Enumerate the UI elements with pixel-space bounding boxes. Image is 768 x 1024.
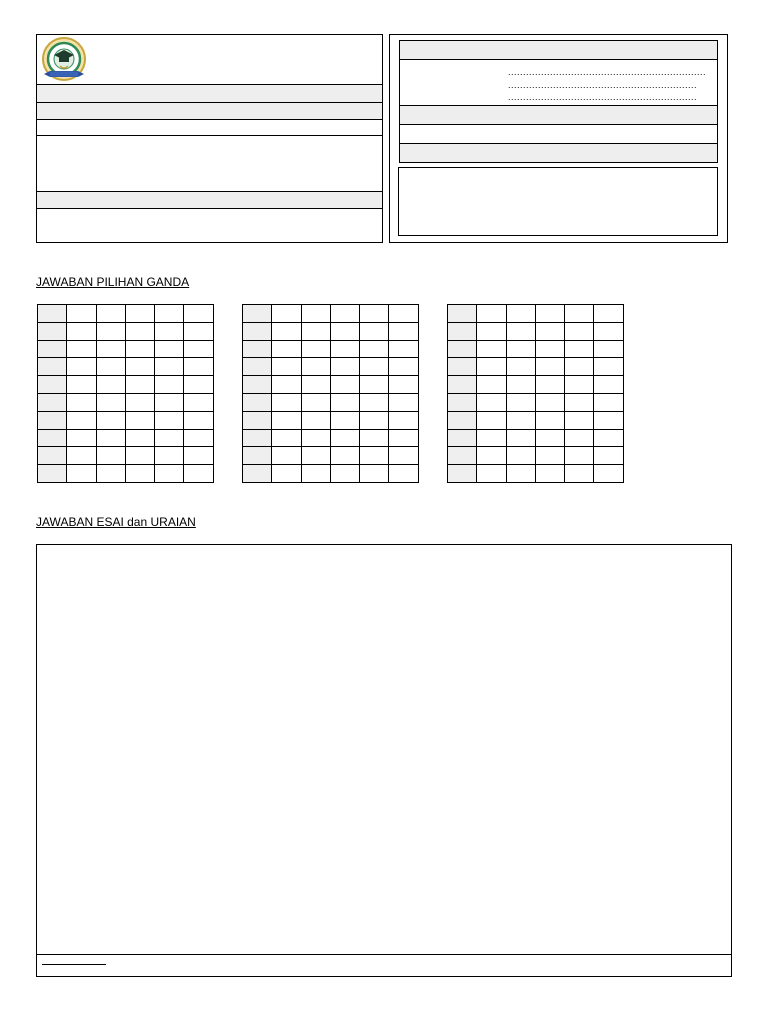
answer-row bbox=[38, 429, 214, 447]
question-number-cell bbox=[448, 429, 477, 447]
question-number-cell bbox=[38, 358, 67, 376]
answer-option-cell[interactable] bbox=[360, 411, 389, 429]
answer-option-cell[interactable] bbox=[535, 429, 564, 447]
answer-row bbox=[243, 393, 419, 411]
answer-option-cell[interactable] bbox=[565, 305, 594, 323]
answer-option-cell[interactable] bbox=[272, 358, 301, 376]
answer-grid-3 bbox=[447, 304, 624, 483]
question-number-cell bbox=[243, 429, 272, 447]
answer-option-cell[interactable] bbox=[535, 447, 564, 465]
answer-option-cell[interactable] bbox=[477, 376, 506, 394]
answer-option-cell[interactable] bbox=[301, 340, 330, 358]
answer-option-cell[interactable] bbox=[155, 376, 184, 394]
answer-option-cell[interactable] bbox=[184, 393, 213, 411]
identity-field-class bbox=[37, 103, 382, 119]
answer-option-cell[interactable] bbox=[155, 465, 184, 483]
answer-row bbox=[38, 322, 214, 340]
answer-row bbox=[243, 411, 419, 429]
answer-option-cell[interactable] bbox=[301, 447, 330, 465]
answer-row bbox=[243, 465, 419, 483]
answer-row bbox=[448, 340, 624, 358]
answer-option-cell[interactable] bbox=[96, 411, 125, 429]
answer-option-cell[interactable] bbox=[477, 322, 506, 340]
answer-option-cell[interactable] bbox=[360, 393, 389, 411]
identity-rule bbox=[36, 208, 383, 209]
answer-row bbox=[448, 429, 624, 447]
answer-option-cell[interactable] bbox=[565, 465, 594, 483]
essay-answer-area[interactable] bbox=[36, 544, 732, 977]
answer-option-cell[interactable] bbox=[360, 447, 389, 465]
question-number-cell bbox=[448, 393, 477, 411]
exam-info-rule bbox=[399, 124, 718, 125]
answer-row bbox=[38, 376, 214, 394]
answer-option-cell[interactable] bbox=[565, 393, 594, 411]
answer-row bbox=[448, 447, 624, 465]
question-number-cell bbox=[243, 322, 272, 340]
answer-row bbox=[243, 447, 419, 465]
answer-option-cell[interactable] bbox=[272, 447, 301, 465]
answer-option-cell[interactable] bbox=[184, 305, 213, 323]
answer-option-cell[interactable] bbox=[535, 376, 564, 394]
exam-info-row bbox=[400, 106, 717, 124]
answer-option-cell[interactable] bbox=[125, 340, 154, 358]
answer-option-cell[interactable] bbox=[184, 358, 213, 376]
answer-option-cell[interactable] bbox=[594, 465, 623, 483]
answer-option-cell[interactable] bbox=[301, 429, 330, 447]
answer-option-cell[interactable] bbox=[477, 305, 506, 323]
answer-option-cell[interactable] bbox=[594, 447, 623, 465]
answer-option-cell[interactable] bbox=[96, 305, 125, 323]
answer-row bbox=[38, 447, 214, 465]
answer-option-cell[interactable] bbox=[477, 393, 506, 411]
dotted-line: ............................................................... bbox=[508, 92, 698, 102]
answer-option-cell[interactable] bbox=[301, 358, 330, 376]
answer-option-cell[interactable] bbox=[594, 305, 623, 323]
answer-row bbox=[38, 305, 214, 323]
answer-option-cell[interactable] bbox=[565, 358, 594, 376]
answer-row bbox=[38, 393, 214, 411]
answer-row bbox=[38, 340, 214, 358]
answer-option-cell[interactable] bbox=[330, 358, 359, 376]
answer-option-cell[interactable] bbox=[96, 447, 125, 465]
answer-option-cell[interactable] bbox=[184, 376, 213, 394]
answer-option-cell[interactable] bbox=[506, 322, 535, 340]
answer-option-cell[interactable] bbox=[535, 465, 564, 483]
identity-rule bbox=[36, 135, 383, 136]
question-number-cell bbox=[243, 340, 272, 358]
question-number-cell bbox=[448, 376, 477, 394]
answer-row bbox=[38, 358, 214, 376]
question-number-cell bbox=[243, 411, 272, 429]
essay-footer-rule bbox=[36, 954, 732, 955]
question-number-cell bbox=[448, 465, 477, 483]
dotted-line: ............................................................... bbox=[508, 80, 698, 90]
answer-row bbox=[448, 358, 624, 376]
question-number-cell bbox=[38, 447, 67, 465]
answer-option-cell[interactable] bbox=[330, 429, 359, 447]
answer-option-cell[interactable] bbox=[594, 429, 623, 447]
answer-option-cell[interactable] bbox=[506, 447, 535, 465]
answer-row bbox=[448, 411, 624, 429]
answer-option-cell[interactable] bbox=[330, 447, 359, 465]
answer-option-cell[interactable] bbox=[477, 447, 506, 465]
answer-option-cell[interactable] bbox=[506, 358, 535, 376]
answer-option-cell[interactable] bbox=[594, 411, 623, 429]
question-number-cell bbox=[448, 305, 477, 323]
answer-option-cell[interactable] bbox=[67, 411, 96, 429]
answer-option-cell[interactable] bbox=[594, 322, 623, 340]
answer-option-cell[interactable] bbox=[96, 340, 125, 358]
answer-option-cell[interactable] bbox=[155, 411, 184, 429]
question-number-cell bbox=[448, 322, 477, 340]
answer-option-cell[interactable] bbox=[360, 305, 389, 323]
answer-option-cell[interactable] bbox=[96, 393, 125, 411]
answer-option-cell[interactable] bbox=[389, 340, 418, 358]
answer-row bbox=[448, 305, 624, 323]
answer-option-cell[interactable] bbox=[272, 465, 301, 483]
answer-option-cell[interactable] bbox=[330, 322, 359, 340]
answer-option-cell[interactable] bbox=[535, 411, 564, 429]
question-number-cell bbox=[243, 305, 272, 323]
answer-option-cell[interactable] bbox=[360, 358, 389, 376]
answer-option-cell[interactable] bbox=[506, 411, 535, 429]
answer-option-cell[interactable] bbox=[67, 429, 96, 447]
answer-option-cell[interactable] bbox=[125, 358, 154, 376]
answer-option-cell[interactable] bbox=[477, 358, 506, 376]
answer-option-cell[interactable] bbox=[330, 393, 359, 411]
answer-option-cell[interactable] bbox=[330, 376, 359, 394]
identity-field-subject bbox=[37, 192, 382, 208]
answer-option-cell[interactable] bbox=[301, 411, 330, 429]
answer-option-cell[interactable] bbox=[272, 429, 301, 447]
answer-option-cell[interactable] bbox=[301, 393, 330, 411]
answer-option-cell[interactable] bbox=[125, 305, 154, 323]
answer-option-cell[interactable] bbox=[125, 465, 154, 483]
identity-rule bbox=[36, 119, 383, 120]
answer-option-cell[interactable] bbox=[389, 465, 418, 483]
answer-option-cell[interactable] bbox=[535, 358, 564, 376]
answer-option-cell[interactable] bbox=[360, 429, 389, 447]
answer-option-cell[interactable] bbox=[272, 340, 301, 358]
answer-option-cell[interactable] bbox=[360, 340, 389, 358]
answer-option-cell[interactable] bbox=[67, 376, 96, 394]
answer-option-cell[interactable] bbox=[535, 322, 564, 340]
answer-option-cell[interactable] bbox=[535, 340, 564, 358]
answer-option-cell[interactable] bbox=[155, 429, 184, 447]
answer-grid-1 bbox=[37, 304, 214, 483]
question-number-cell bbox=[243, 358, 272, 376]
identity-panel bbox=[36, 34, 383, 243]
answer-option-cell[interactable] bbox=[565, 340, 594, 358]
exam-info-row bbox=[400, 144, 717, 162]
answer-row bbox=[243, 429, 419, 447]
answer-option-cell[interactable] bbox=[301, 376, 330, 394]
answer-option-cell[interactable] bbox=[67, 465, 96, 483]
answer-option-cell[interactable] bbox=[301, 465, 330, 483]
answer-option-cell[interactable] bbox=[389, 376, 418, 394]
answer-option-cell[interactable] bbox=[330, 411, 359, 429]
exam-info-header-row bbox=[400, 41, 717, 59]
answer-option-cell[interactable] bbox=[506, 429, 535, 447]
answer-option-cell[interactable] bbox=[96, 376, 125, 394]
answer-option-cell[interactable] bbox=[506, 376, 535, 394]
question-number-cell bbox=[38, 340, 67, 358]
answer-option-cell[interactable] bbox=[506, 465, 535, 483]
answer-option-cell[interactable] bbox=[67, 322, 96, 340]
answer-row bbox=[38, 411, 214, 429]
answer-option-cell[interactable] bbox=[506, 305, 535, 323]
answer-option-cell[interactable] bbox=[565, 376, 594, 394]
answer-option-cell[interactable] bbox=[477, 465, 506, 483]
question-number-cell bbox=[448, 411, 477, 429]
answer-option-cell[interactable] bbox=[360, 465, 389, 483]
answer-option-cell[interactable] bbox=[594, 358, 623, 376]
question-number-cell bbox=[38, 322, 67, 340]
question-number-cell bbox=[38, 429, 67, 447]
answer-option-cell[interactable] bbox=[67, 305, 96, 323]
answer-option-cell[interactable] bbox=[155, 447, 184, 465]
answer-option-cell[interactable] bbox=[330, 340, 359, 358]
answer-option-cell[interactable] bbox=[565, 411, 594, 429]
answer-option-cell[interactable] bbox=[330, 305, 359, 323]
answer-option-cell[interactable] bbox=[125, 447, 154, 465]
question-number-cell bbox=[38, 376, 67, 394]
score-box bbox=[398, 167, 718, 236]
answer-option-cell[interactable] bbox=[184, 429, 213, 447]
answer-option-cell[interactable] bbox=[272, 393, 301, 411]
answer-option-cell[interactable] bbox=[155, 305, 184, 323]
answer-row bbox=[448, 322, 624, 340]
answer-option-cell[interactable] bbox=[506, 340, 535, 358]
answer-option-cell[interactable] bbox=[389, 358, 418, 376]
question-number-cell bbox=[243, 393, 272, 411]
answer-option-cell[interactable] bbox=[272, 376, 301, 394]
question-number-cell bbox=[448, 447, 477, 465]
answer-option-cell[interactable] bbox=[477, 411, 506, 429]
exam-info-rule bbox=[399, 59, 718, 60]
identity-field-name bbox=[37, 85, 382, 102]
answer-option-cell[interactable] bbox=[125, 411, 154, 429]
answer-row bbox=[243, 358, 419, 376]
answer-option-cell[interactable] bbox=[155, 322, 184, 340]
answer-option-cell[interactable] bbox=[67, 447, 96, 465]
question-number-cell bbox=[448, 340, 477, 358]
multiple-choice-heading: JAWABAN PILIHAN GANDA bbox=[36, 275, 190, 289]
answer-option-cell[interactable] bbox=[96, 429, 125, 447]
answer-option-cell[interactable] bbox=[125, 322, 154, 340]
answer-option-cell[interactable] bbox=[96, 358, 125, 376]
answer-option-cell[interactable] bbox=[389, 447, 418, 465]
answer-option-cell[interactable] bbox=[565, 429, 594, 447]
answer-option-cell[interactable] bbox=[67, 393, 96, 411]
answer-option-cell[interactable] bbox=[477, 429, 506, 447]
answer-option-cell[interactable] bbox=[184, 340, 213, 358]
dotted-line: .................................................................. bbox=[508, 67, 707, 77]
answer-grid-2 bbox=[242, 304, 419, 483]
question-number-cell bbox=[38, 465, 67, 483]
answer-option-cell[interactable] bbox=[96, 322, 125, 340]
answer-option-cell[interactable] bbox=[125, 376, 154, 394]
answer-option-cell[interactable] bbox=[506, 393, 535, 411]
question-number-cell bbox=[38, 305, 67, 323]
question-number-cell bbox=[38, 411, 67, 429]
answer-option-cell[interactable] bbox=[301, 322, 330, 340]
answer-option-cell[interactable] bbox=[389, 322, 418, 340]
answer-row bbox=[38, 465, 214, 483]
answer-option-cell[interactable] bbox=[155, 358, 184, 376]
answer-option-cell[interactable] bbox=[125, 429, 154, 447]
answer-option-cell[interactable] bbox=[594, 376, 623, 394]
answer-option-cell[interactable] bbox=[272, 322, 301, 340]
answer-row bbox=[243, 322, 419, 340]
answer-option-cell[interactable] bbox=[67, 340, 96, 358]
answer-option-cell[interactable] bbox=[155, 393, 184, 411]
answer-row bbox=[243, 340, 419, 358]
answer-row bbox=[243, 305, 419, 323]
answer-option-cell[interactable] bbox=[594, 340, 623, 358]
answer-option-cell[interactable] bbox=[565, 322, 594, 340]
question-number-cell bbox=[243, 376, 272, 394]
answer-option-cell[interactable] bbox=[594, 393, 623, 411]
question-number-cell bbox=[38, 393, 67, 411]
answer-option-cell[interactable] bbox=[360, 376, 389, 394]
answer-option-cell[interactable] bbox=[184, 322, 213, 340]
answer-option-cell[interactable] bbox=[272, 411, 301, 429]
answer-row bbox=[448, 376, 624, 394]
question-number-cell bbox=[448, 358, 477, 376]
answer-option-cell[interactable] bbox=[389, 305, 418, 323]
answer-option-cell[interactable] bbox=[272, 305, 301, 323]
question-number-cell bbox=[243, 465, 272, 483]
answer-row bbox=[243, 376, 419, 394]
signature-line bbox=[42, 964, 106, 965]
answer-option-cell[interactable] bbox=[360, 322, 389, 340]
answer-row bbox=[448, 465, 624, 483]
answer-option-cell[interactable] bbox=[155, 340, 184, 358]
answer-option-cell[interactable] bbox=[330, 465, 359, 483]
answer-option-cell[interactable] bbox=[301, 305, 330, 323]
answer-option-cell[interactable] bbox=[184, 447, 213, 465]
answer-option-cell[interactable] bbox=[535, 305, 564, 323]
answer-option-cell[interactable] bbox=[125, 393, 154, 411]
answer-option-cell[interactable] bbox=[477, 340, 506, 358]
answer-row bbox=[448, 393, 624, 411]
answer-option-cell[interactable] bbox=[67, 358, 96, 376]
answer-option-cell[interactable] bbox=[389, 429, 418, 447]
answer-option-cell[interactable] bbox=[184, 465, 213, 483]
answer-option-cell[interactable] bbox=[184, 411, 213, 429]
question-number-cell bbox=[243, 447, 272, 465]
answer-option-cell[interactable] bbox=[535, 393, 564, 411]
answer-option-cell[interactable] bbox=[389, 393, 418, 411]
school-emblem-icon bbox=[40, 36, 88, 84]
answer-option-cell[interactable] bbox=[96, 465, 125, 483]
essay-heading: JAWABAN ESAI dan URAIAN bbox=[36, 515, 196, 529]
answer-option-cell[interactable] bbox=[565, 447, 594, 465]
answer-option-cell[interactable] bbox=[389, 411, 418, 429]
